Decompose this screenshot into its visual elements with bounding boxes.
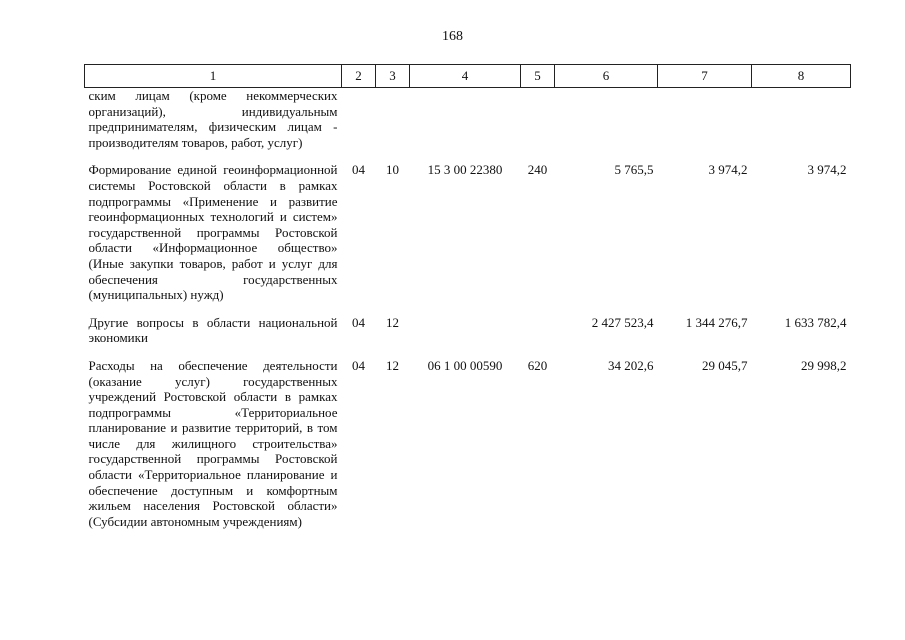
header-col-6: 6 — [555, 65, 658, 88]
row-description: Формирование единой геоинформационной системы Ростовской области в рамках подпрограммы «Применение и развитие геоинформационных технологий и систем» государственной программы Ростовской области «Информационное общество» (Иные закупки товаров, работ и услуг для обеспечения государственных (муниципальных) нужд) — [88, 162, 338, 303]
row-target-article — [410, 88, 521, 163]
page-number: 168 — [442, 29, 463, 44]
header-col-5: 5 — [521, 65, 555, 88]
row-value-year1: 2 427 523,4 — [591, 314, 654, 330]
row-value-year3: 29 998,2 — [801, 357, 847, 373]
header-col-7: 7 — [658, 65, 752, 88]
row-value-year3: 1 633 782,4 — [784, 314, 847, 330]
row-expense-type — [521, 315, 555, 358]
row-description: ским лицам (кроме некоммерческих организаций), индивидуальным предпринимателям, физическим лицам - производителям товаров, работ, услуг) — [88, 88, 338, 150]
row-subsection: 10 — [386, 162, 399, 178]
row-value-year2: 1 344 276,7 — [685, 314, 748, 330]
row-target-article — [410, 315, 521, 358]
row-expense-type: 240 — [527, 162, 548, 178]
row-value-year2: 3 974,2 — [708, 162, 748, 178]
table-row — [85, 88, 851, 163]
header-col-2: 2 — [342, 65, 376, 88]
row-section: 04 — [352, 162, 365, 178]
row-section: 04 — [352, 314, 365, 330]
row-value-year3 — [752, 88, 851, 163]
row-section — [342, 88, 376, 163]
row-value-year2: 29 045,7 — [702, 357, 748, 373]
row-expense-type — [521, 88, 555, 163]
header-col-8: 8 — [752, 65, 851, 88]
header-row — [85, 65, 851, 88]
row-description: Другие вопросы в области национальной экономики — [88, 314, 338, 346]
table-row — [85, 358, 851, 542]
header-col-1: 1 — [85, 65, 342, 88]
budget-table — [84, 64, 851, 541]
row-value-year3: 3 974,2 — [807, 162, 847, 178]
row-subsection — [376, 88, 410, 163]
header-col-3: 3 — [376, 65, 410, 88]
row-expense-type: 620 — [527, 357, 548, 373]
row-description: Расходы на обеспечение деятельности (оказание услуг) государственных учреждений Ростовской области в рамках подпрограммы «Территориальное планирование и развитие территорий, в том числе для жилищного строительства» государственной программы Ростовской области «Территориальное планирование и обеспечение доступным и комфортным жильем населения Ростовской области» (Субсидии автономным учреждениям) — [88, 357, 338, 529]
row-value-year1: 34 202,6 — [608, 357, 654, 373]
header-col-4: 4 — [410, 65, 521, 88]
table-row — [85, 315, 851, 358]
row-value-year1: 5 765,5 — [614, 162, 654, 178]
row-subsection: 12 — [386, 357, 399, 373]
row-section: 04 — [352, 357, 365, 373]
row-target-article: 06 1 00 00590 — [427, 357, 503, 373]
row-subsection: 12 — [386, 314, 399, 330]
table-row — [85, 162, 851, 314]
row-value-year1 — [555, 88, 658, 163]
row-value-year2 — [658, 88, 752, 163]
row-target-article: 15 3 00 22380 — [427, 162, 503, 178]
